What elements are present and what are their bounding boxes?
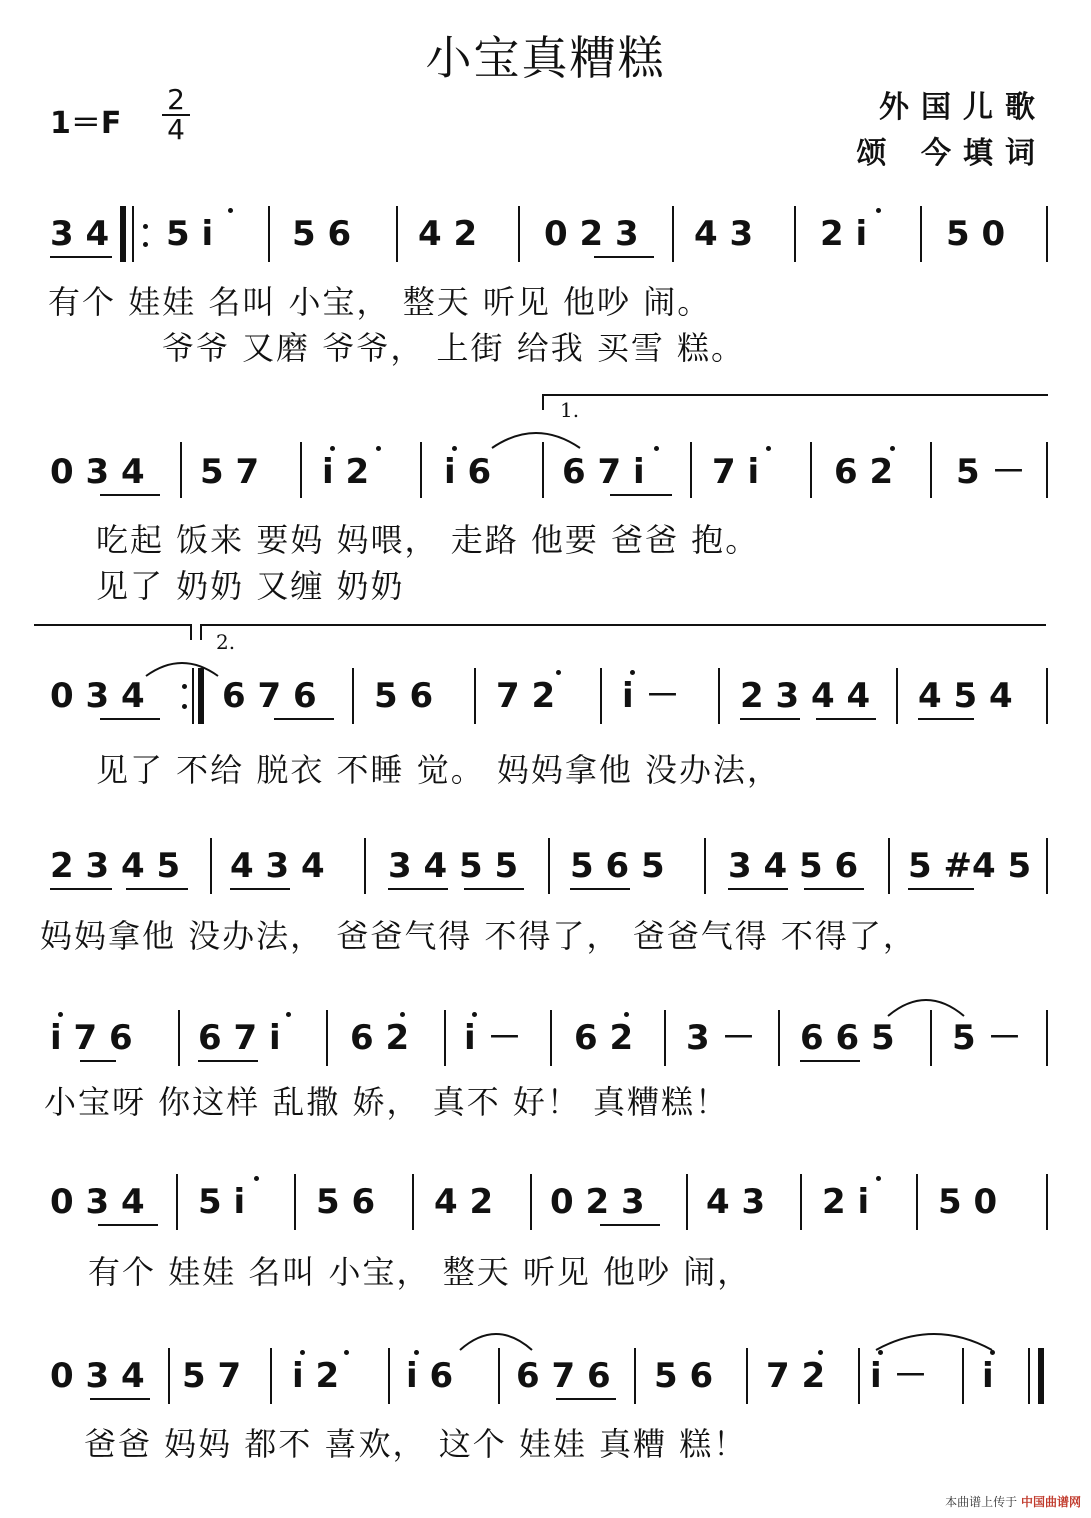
underline	[274, 718, 334, 720]
measure: 6 7 i	[198, 1018, 281, 1058]
measure: 4 3 4	[230, 846, 325, 886]
repeat-dot	[182, 704, 187, 709]
underline	[50, 256, 112, 258]
measure: 6 2	[834, 452, 894, 492]
measure: 6 7 i	[562, 452, 645, 492]
barline	[690, 442, 692, 498]
measure: 6 7 6	[222, 676, 317, 716]
high-octave-dot	[630, 670, 635, 675]
underline	[570, 888, 630, 890]
underline	[80, 1060, 116, 1062]
barline	[920, 206, 922, 262]
underline	[728, 888, 788, 890]
barline	[600, 668, 602, 724]
slur-tie	[486, 422, 586, 452]
slur-tie	[872, 1324, 996, 1354]
barline	[810, 442, 812, 498]
measure-pickup: 0 3 4	[50, 1356, 145, 1396]
score-row-3	[0, 620, 1091, 800]
measure: 5 0	[938, 1182, 998, 1222]
measure: 5 #4 5	[908, 846, 1032, 886]
measure: 6 7 6	[516, 1356, 611, 1396]
underline	[740, 718, 800, 720]
final-bar-thin	[1028, 1348, 1030, 1404]
barline	[1046, 442, 1048, 498]
barline	[176, 1174, 178, 1230]
barline	[896, 668, 898, 724]
time-signature-bottom: 4	[167, 113, 185, 146]
barline	[270, 1348, 272, 1404]
underline	[230, 888, 290, 890]
barline	[672, 206, 674, 262]
high-octave-dot	[876, 1176, 881, 1181]
high-octave-dot	[654, 446, 659, 451]
measure: 4 3	[694, 214, 754, 254]
measure: 5 6 5	[570, 846, 665, 886]
measure: 4 5 4	[918, 676, 1013, 716]
barline	[858, 1348, 860, 1404]
volta-label-1: 1.	[560, 398, 580, 422]
measure: 5 6	[292, 214, 352, 254]
underline	[464, 888, 524, 890]
underline	[600, 1224, 660, 1226]
lyrics-verse-1: 有个 娃娃 名叫 小宝， 整天 听见 他吵 闹。	[48, 283, 712, 321]
measure: 5 －	[956, 452, 1026, 492]
measure: i －	[464, 1018, 522, 1058]
high-octave-dot	[876, 208, 881, 213]
barline	[1046, 206, 1048, 262]
footer-prefix: 本曲谱上传于	[945, 1495, 1018, 1509]
slur-tie	[884, 990, 968, 1020]
measure: 0 2 3	[550, 1182, 645, 1222]
song-title: 小宝真糟糕	[425, 31, 666, 85]
barline	[396, 206, 398, 262]
barline	[1046, 668, 1048, 724]
barline	[888, 838, 890, 894]
site-brand-logo: 中国曲谱网	[1020, 1495, 1081, 1509]
underline	[556, 1398, 616, 1400]
barline	[294, 1174, 296, 1230]
measure: 5 0	[946, 214, 1006, 254]
volta-bracket-1-end	[34, 624, 192, 626]
time-signature	[160, 83, 192, 146]
barline	[210, 838, 212, 894]
score-row-6	[0, 1160, 1091, 1320]
score-row-5	[0, 990, 1091, 1160]
barline	[352, 668, 354, 724]
high-octave-dot	[624, 1012, 629, 1017]
barline	[664, 1010, 666, 1066]
measure: i －	[870, 1356, 928, 1396]
repeat-end-bar	[198, 668, 204, 724]
barline	[420, 442, 422, 498]
measure: i 6	[444, 452, 492, 492]
high-octave-dot	[344, 1350, 349, 1355]
barline	[800, 1174, 802, 1230]
barline	[634, 1348, 636, 1404]
barline	[300, 442, 302, 498]
measure: 6 2	[574, 1018, 634, 1058]
barline	[930, 442, 932, 498]
high-octave-dot	[400, 1012, 405, 1017]
high-octave-dot	[452, 446, 457, 451]
lyrics-verse-1: 妈妈拿他 没办法， 爸爸气得 不得了， 爸爸气得 不得了，	[40, 917, 917, 955]
score-row-4	[0, 820, 1091, 980]
lyrics-verse-2: 见了 奶奶 又缠 奶奶	[96, 567, 405, 605]
barline	[412, 1174, 414, 1230]
measure: 2 3 4 4	[740, 676, 871, 716]
footer-watermark	[945, 1493, 1081, 1510]
high-octave-dot	[330, 446, 335, 451]
measure: 3 －	[686, 1018, 756, 1058]
high-octave-dot	[766, 446, 771, 451]
volta-bracket-tick	[200, 624, 202, 640]
slur-tie	[142, 654, 222, 680]
measure: 5 6	[316, 1182, 376, 1222]
measure: 4 3	[706, 1182, 766, 1222]
barline	[1046, 1010, 1048, 1066]
measure: 7 2	[496, 676, 556, 716]
volta-bracket-1	[542, 394, 1048, 396]
repeat-start-thin	[132, 206, 134, 262]
barline	[548, 838, 550, 894]
underline	[100, 718, 160, 720]
measure: 3 4 5 6	[728, 846, 859, 886]
measure: i 6	[406, 1356, 454, 1396]
underline	[804, 888, 864, 890]
high-octave-dot	[472, 1012, 477, 1017]
measure: i 2	[322, 452, 370, 492]
measure: 5 6	[374, 676, 434, 716]
lyricist-credit: 颂 今填词	[856, 136, 1047, 171]
final-bar-thick	[1038, 1348, 1044, 1404]
measure: 5 i	[166, 214, 214, 254]
measure-pickup: 3 4	[50, 214, 110, 254]
lyrics-verse-1: 见了 不给 脱衣 不睡 觉。 妈妈拿他 没办法，	[96, 751, 782, 789]
barline	[930, 1010, 932, 1066]
barline	[704, 838, 706, 894]
measure: 6 6 5	[800, 1018, 895, 1058]
lyrics-verse-1: 小宝呀 你这样 乱撒 娇， 真不 好！ 真糟糕！	[44, 1083, 730, 1121]
measure: 2 i	[822, 1182, 870, 1222]
high-octave-dot	[286, 1012, 291, 1017]
key-signature: 1＝F	[50, 106, 122, 141]
barline	[962, 1348, 964, 1404]
score-row-7	[0, 1320, 1091, 1480]
slur-tie	[456, 1324, 536, 1354]
underline	[100, 494, 160, 496]
barline	[498, 1348, 500, 1404]
high-octave-dot	[818, 1350, 823, 1355]
underline	[918, 718, 974, 720]
barline	[364, 838, 366, 894]
high-octave-dot	[414, 1350, 419, 1355]
measure: 3 4 5 5	[388, 846, 519, 886]
high-octave-dot	[228, 208, 233, 213]
barline	[794, 206, 796, 262]
barline	[180, 442, 182, 498]
volta-bracket-2	[200, 624, 1046, 626]
measure: i －	[622, 676, 680, 716]
measure-pickup: 0 3 4	[50, 1182, 145, 1222]
measure: 4 2	[418, 214, 478, 254]
repeat-end-thin	[192, 668, 194, 724]
underline	[126, 888, 188, 890]
measure: 7 i	[712, 452, 760, 492]
volta-label-2: 2.	[216, 630, 236, 654]
measure-pickup: 0 3 4	[50, 452, 145, 492]
underline	[388, 888, 448, 890]
volta-bracket-tick	[542, 394, 544, 410]
high-octave-dot	[58, 1012, 63, 1017]
measure: i 7 6	[50, 1018, 133, 1058]
barline	[178, 1010, 180, 1066]
lyrics-verse-1: 有个 娃娃 名叫 小宝， 整天 听见 他吵 闹，	[88, 1253, 752, 1291]
measure: i 2	[292, 1356, 340, 1396]
underline	[594, 256, 654, 258]
volta-bracket-tick	[190, 624, 192, 640]
barline	[746, 1348, 748, 1404]
high-octave-dot	[990, 1350, 995, 1355]
repeat-dot	[182, 684, 187, 689]
barline	[1046, 1174, 1048, 1230]
underline	[98, 1224, 158, 1226]
underline	[610, 494, 672, 496]
underline	[908, 888, 974, 890]
measure: 5 i	[198, 1182, 246, 1222]
barline	[326, 1010, 328, 1066]
underline	[800, 1060, 860, 1062]
high-octave-dot	[300, 1350, 305, 1355]
repeat-start-bar	[120, 206, 126, 262]
barline	[268, 206, 270, 262]
underline	[816, 718, 876, 720]
barline	[718, 668, 720, 724]
measure: i	[982, 1356, 994, 1396]
underline	[90, 1398, 150, 1400]
barline	[916, 1174, 918, 1230]
underline	[50, 888, 112, 890]
barline	[388, 1348, 390, 1404]
measure: 7 2	[766, 1356, 826, 1396]
measure: 2 3 4 5	[50, 846, 181, 886]
barline	[1046, 838, 1048, 894]
barline	[550, 1010, 552, 1066]
underline	[198, 1060, 258, 1062]
high-octave-dot	[878, 1350, 883, 1355]
measure: 5 －	[952, 1018, 1022, 1058]
time-signature-top: 2	[167, 83, 185, 116]
measure: 5 7	[200, 452, 260, 492]
measure: 5 7	[182, 1356, 242, 1396]
score-row-2	[0, 390, 1091, 610]
measure-pickup: 0 3 4	[50, 676, 145, 716]
repeat-dot	[143, 224, 148, 229]
measure: 5 6	[654, 1356, 714, 1396]
barline	[686, 1174, 688, 1230]
barline	[542, 442, 544, 498]
high-octave-dot	[254, 1176, 259, 1181]
score-row-1	[0, 200, 1091, 380]
high-octave-dot	[376, 446, 381, 451]
measure: 0 2 3	[544, 214, 639, 254]
barline	[530, 1174, 532, 1230]
lyrics-verse-1: 吃起 饭来 要妈 妈喂， 走路 他要 爸爸 抱。	[96, 521, 760, 559]
measure: 2 i	[820, 214, 868, 254]
measure: 4 2	[434, 1182, 494, 1222]
barline	[778, 1010, 780, 1066]
barline	[474, 668, 476, 724]
high-octave-dot	[890, 446, 895, 451]
barline	[168, 1348, 170, 1404]
barline	[444, 1010, 446, 1066]
high-octave-dot	[556, 670, 561, 675]
repeat-dot	[143, 242, 148, 247]
lyrics-verse-1: 爸爸 妈妈 都不 喜欢， 这个 娃娃 真糟 糕！	[84, 1425, 748, 1463]
lyrics-verse-2: 爷爷 又磨 爷爷， 上街 给我 买雪 糕。	[162, 329, 746, 367]
measure: 6 2	[350, 1018, 410, 1058]
barline	[518, 206, 520, 262]
origin-credit: 外国儿歌	[879, 90, 1047, 125]
